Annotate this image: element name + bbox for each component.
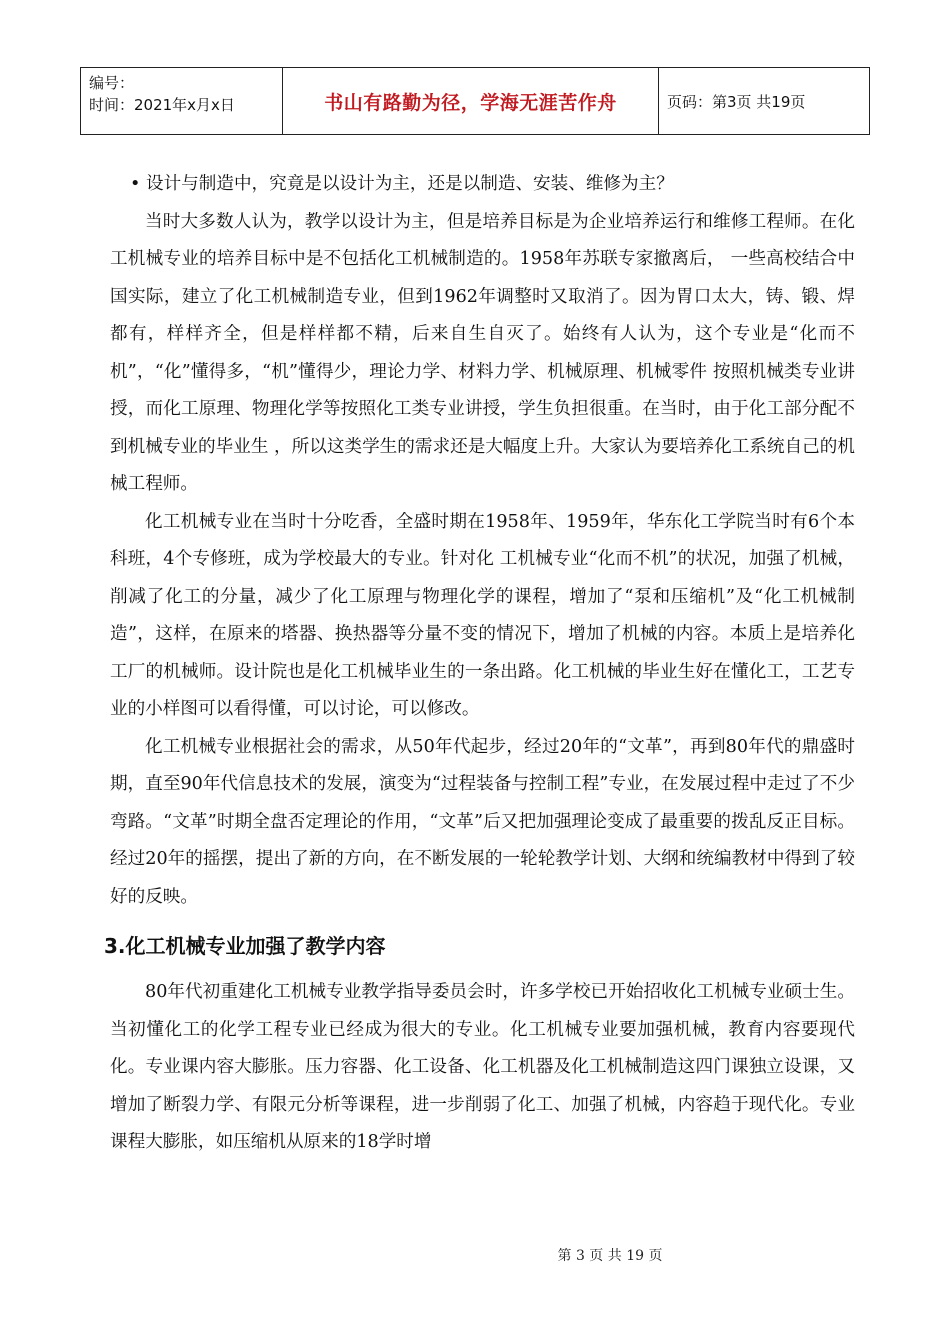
paragraph-1: 当时大多数人认为，教学以设计为主，但是培养目标是为企业培养运行和维修工程师。在化工机械专业的培养目标中是不包括化工机械制造的。1958年苏联专家撤离后， 一些高校结合中国实际，建立了化工机械制造专业，但到1962年调整时又取消了。因为胃口太大，铸、锻、焊都有，样样齐全，但是样样都不精，后来自生自灭了。始终有人认为，这个专业是“化而不机”，“化”懂得多，“机”懂得少，理论力学、材料力学、机械原理、机械零件 按照机械类专业讲授，而化工原理、物理化学等按照化工类专业讲授，学生负担很重。在当时，由于化工部分配不到机械专业的毕业生 ，所以这类学生的需求还是大幅度上升。大家认为要培养化工系统自己的机械工程师。 (110, 211, 855, 494)
paragraph-4: 80年代初重建化工机械专业教学指导委员会时，许多学校已开始招收化工机械专业硕士生。当初懂化工的化学工程专业已经成为很大的专业。化工机械专业要加强机械，教育内容要现代化。专业课内容大膨胀。压力容器、化工设备、化工机器及化工机械制造这四门课独立设课，又增加了断裂力学、有限元分析等课程，进一步削弱了化工、加强了机械，内容趋于现代化。专业课程大膨胀，如压缩机从原来的18学时增 (110, 982, 855, 1152)
document-body (104, 166, 855, 1162)
page-header (80, 67, 870, 135)
section-heading: 3.化工机械专业加强了教学内容 (104, 934, 386, 958)
page-footer: 第 3 页 共 19 页 (557, 1248, 663, 1264)
header-page-info: 页码：第3页 共19页 (667, 92, 806, 111)
header-meta (81, 68, 283, 134)
header-motto: 书山有路勤为径，学海无涯苦作舟 (283, 68, 659, 134)
paragraph-3: 化工机械专业根据社会的需求，从50年代起步，经过20年的“文革”，再到80年代的鼎盛时期，直至90年代信息技术的发展，演变为“过程装备与控制工程”专业，在发展过程中走过了不少弯路。“文革”时期全盘否定理论的作用，“文革”后又把加强理论变成了最重要的拨乱反正目标。经过20年的摇摆，提出了新的方向，在不断发展的一轮轮教学计划、大纲和统编教材中得到了较好的反映。 (110, 736, 855, 907)
time-label: 时间：2021年x月x日 (89, 96, 235, 114)
paragraph-2: 化工机械专业在当时十分吃香，全盛时期在1958年、1959年，华东化工学院当时有6个本科班，4个专修班，成为学校最大的专业。针对化 工机械专业“化而不机”的状况，加强了机械，削减了化工的分量，减少了化工原理与物理化学的课程，增加了“泵和压缩机”及“化工机械制造”，这样，在原来的塔器、换热器等分量不变的情况下，增加了机械的内容。本质上是培养化工厂的机械师。设计院也是化工机械毕业生的一条出路。化工机械的毕业生好在懂化工，工艺专业的小样图可以看得懂，可以讨论，可以修改。 (110, 511, 855, 719)
bullet-paragraph: • 设计与制造中，究竟是以设计为主，还是以制造、安装、维修为主？ (130, 174, 674, 194)
number-label: 编号： (89, 74, 135, 92)
